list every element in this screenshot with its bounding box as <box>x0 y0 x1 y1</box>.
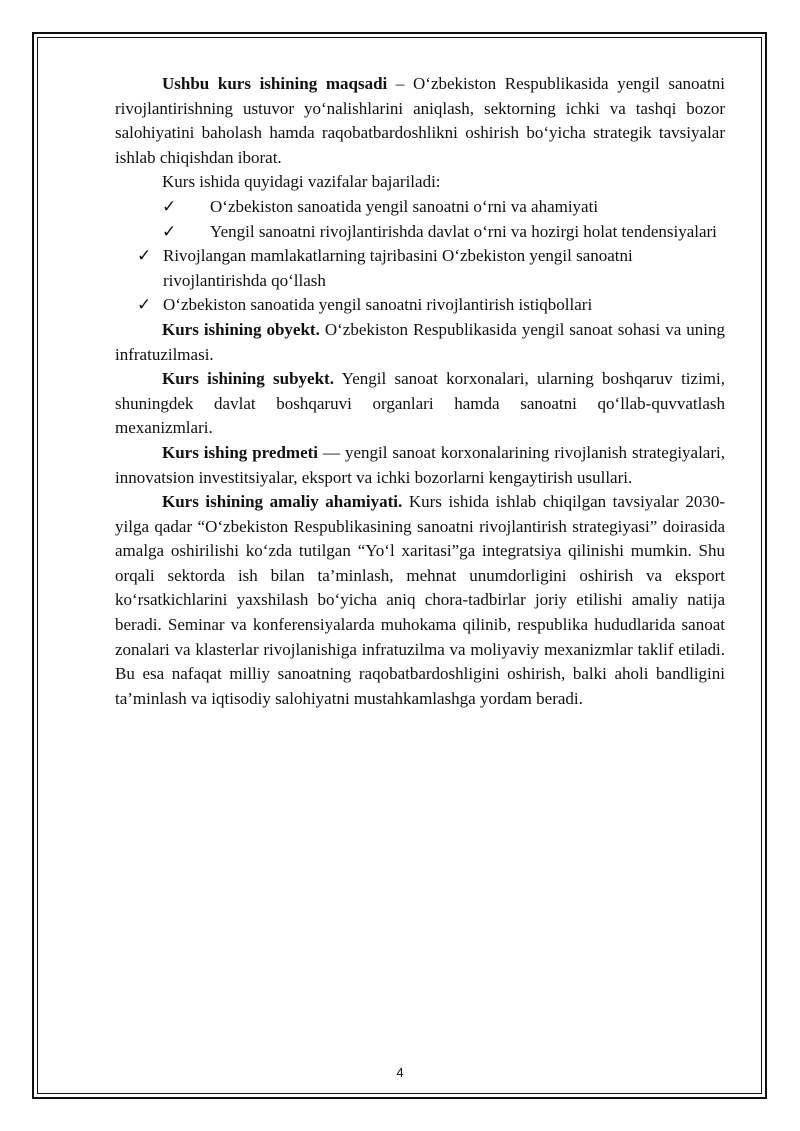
object-heading: Kurs ishining obyekt. <box>162 319 320 339</box>
object-text: O‘zbekiston Respublikasida yengil sanoat sohasi va uning infratuzilmasi. <box>115 319 725 364</box>
task-item-1 <box>115 195 725 220</box>
topic-heading: Kurs ishing predmeti <box>162 442 319 462</box>
task-item-2-text: Yengil sanoatni rivojlantirishda davlat o‘rni va hozirgi holat tendensiyalari <box>210 221 717 241</box>
subject-text: Yengil sanoat korxonalari, ularning boshqaruv tizimi, shuningdek davlat boshqaruvi organlari hamda sanoatni qo‘llab-quvvatlash mexanizmlari. <box>115 369 725 438</box>
task-item-4-text: O‘zbekiston sanoatida yengil sanoatni rivojlantirish istiqbollari <box>163 295 593 315</box>
practical-heading: Kurs ishining amaliy ahamiyati. <box>162 492 403 512</box>
practical-text: Kurs ishida ishlab chiqilgan tavsiyalar 2030-yilga qadar “O‘zbekiston Respublikasining sanoatni rivojlantirish strategiyasi” doirasida amalga oshirilishi ko‘zda tutilgan “Yo‘l xaritasi”ga integratsiya qilinishi mumkin. Shu orqali sektorda ish bilan ta’minlash, mehnat unumdorligini oshirish va eksport ko‘rsatkichlarini yaxshilash bo‘yicha aniq chora-tadbirlar joriy etilishi amaliy natija beradi. Seminar va konferensiyalarda muhokama qilinib, respublika hududlarida sanoat zonalari va klasterlar rivojlanishiga infratuzilma va moliyaviy mexanizmlar taklif etiladi. Bu esa nafaqat milliy sanoatning raqobatbardoshligini oshirish, balki aholi bandligini ta’minlash va iqtisodiy salohiyatni mustahkamlashga yordam beradi. <box>115 492 725 708</box>
purpose-heading: Ushbu kurs ishining maqsadi <box>162 74 388 93</box>
task-item-1-text: O‘zbekiston sanoatida yengil sanoatni o‘rni va ahamiyati <box>210 196 599 216</box>
task-item-3 <box>115 244 725 293</box>
checkmark-icon: ✓ <box>162 196 177 216</box>
purpose-text: – O‘zbekiston Respublikasida yengil sanoatni rivojlantirishning ustuvor yo‘nalishlarini aniqlash, sektorning ichki va tashqi bozor salohiyatini baholash hamda raqobatbardoshlikni oshirish bo‘yicha strategik tavsiyalar ishlab chiqishdan iborat. <box>115 74 725 167</box>
purpose-paragraph <box>115 72 725 170</box>
checkmark-icon: ✓ <box>137 246 152 266</box>
practical-paragraph <box>115 490 725 711</box>
checkmark-icon: ✓ <box>162 221 177 241</box>
task-item-2 <box>115 220 725 245</box>
subject-heading: Kurs ishining subyekt. <box>162 369 334 389</box>
task-item-4 <box>115 293 725 318</box>
topic-paragraph <box>115 441 725 490</box>
task-item-3-text: Rivojlangan mamlakatlarning tajribasini O‘zbekiston yengil sanoatni rivojlantirishda qo‘llash <box>163 246 633 290</box>
checkmark-icon: ✓ <box>137 295 152 315</box>
page-number: 4 <box>396 1065 404 1080</box>
tasks-intro: Kurs ishida quyidagi vazifalar bajariladi: <box>162 172 441 192</box>
subject-paragraph <box>115 367 725 441</box>
topic-text: — yengil sanoat korxonalarining rivojlanish strategiyalari, innovatsion investitsiyalar, eksport va ichki bozorlarni kengaytirish usullari. <box>115 442 725 487</box>
object-paragraph <box>115 318 725 367</box>
document-body <box>115 72 725 711</box>
